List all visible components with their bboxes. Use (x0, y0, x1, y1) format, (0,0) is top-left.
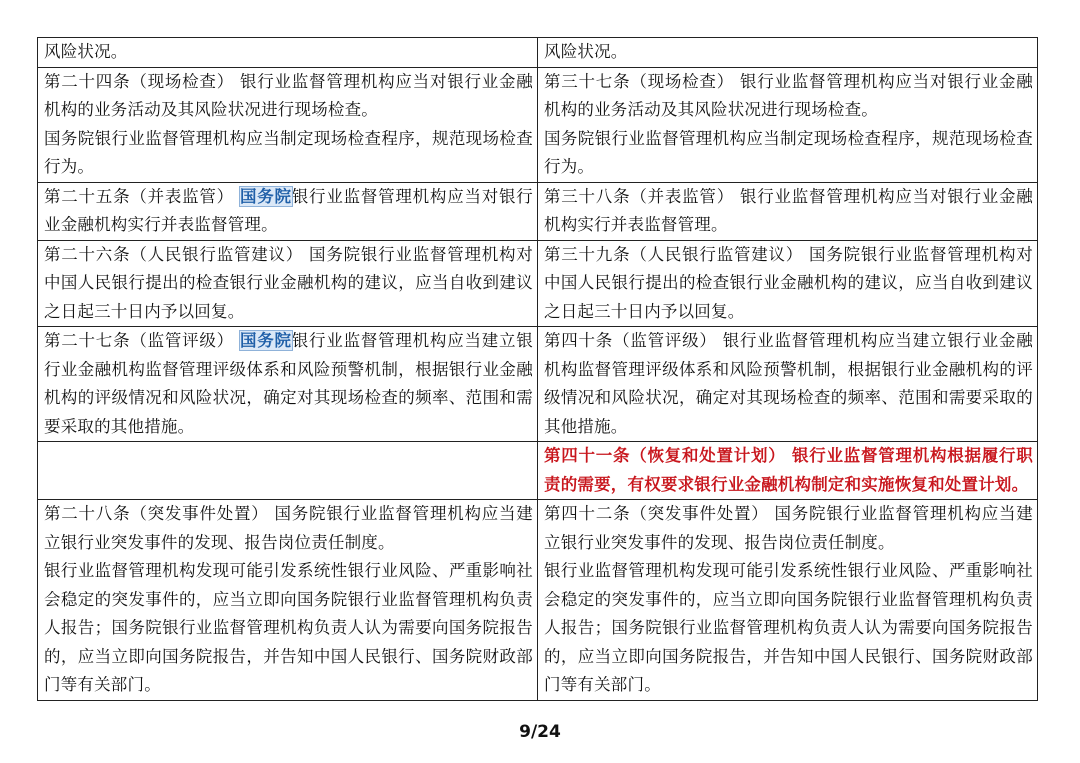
new-text-cell (538, 67, 1038, 182)
paragraph: 第二十四条（现场检查） 银行业监督管理机构应当对银行业金融机构的业务活动及其风险状况进行现场检查。 (44, 71, 533, 119)
paragraph: 第四十二条（突发事件处置） 国务院银行业监督管理机构应当建立银行业突发事件的发现、报告岗位责任制度。 (544, 504, 1033, 552)
paragraph: 国务院银行业监督管理机构应当制定现场检查程序，规范现场检查行为。 (44, 128, 533, 176)
new-text-cell (538, 500, 1038, 701)
table-row (38, 38, 1038, 68)
paragraph: 银行业监督管理机构发现可能引发系统性银行业风险、严重影响社会稳定的突发事件的，应当立即向国务院银行业监督管理机构负责人报告；国务院银行业监督管理机构负责人认为需要向国务院报告的，应当立即向国务院报告，并告知中国人民银行、国务院财政部门等有关部门。 (544, 561, 1033, 694)
table-row (38, 182, 1038, 240)
paragraph: 第四十条（监管评级） 银行业监督管理机构应当建立银行业金融机构监督管理评级体系和风险预警机制，根据银行业金融机构的评级情况和风险状况，确定对其现场检查的频率、范围和需要采取的其他措施。 (544, 331, 1033, 436)
table-row (38, 240, 1038, 327)
text-run: 银行业监督管理机构应当对银行业金融机构实行并表监督管理。 (44, 186, 533, 234)
paragraph: 第三十九条（人民银行监管建议） 国务院银行业监督管理机构对中国人民银行提出的检查银行业金融机构的建议，应当自收到建议之日起三十日内予以回复。 (544, 244, 1033, 321)
old-text-cell (38, 182, 538, 240)
table-row (38, 500, 1038, 701)
new-text-cell (538, 38, 1038, 68)
table-row (38, 327, 1038, 442)
old-text-cell (38, 38, 538, 68)
page-number: 9/24 (519, 722, 561, 742)
paragraph: 第三十八条（并表监管） 银行业监督管理机构应当对银行业金融机构实行并表监督管理。 (544, 186, 1033, 234)
table-row (38, 67, 1038, 182)
paragraph: 银行业监督管理机构发现可能引发系统性银行业风险、严重影响社会稳定的突发事件的，应当立即向国务院银行业监督管理机构负责人报告；国务院银行业监督管理机构负责人认为需要向国务院报告的，应当立即向国务院报告，并告知中国人民银行、国务院财政部门等有关部门。 (44, 561, 533, 694)
highlighted-term: 国务院 (239, 331, 292, 350)
old-text-cell (38, 240, 538, 327)
paragraph: 第二十八条（突发事件处置） 国务院银行业监督管理机构应当建立银行业突发事件的发现、报告岗位责任制度。 (44, 504, 533, 552)
paragraph (44, 327, 533, 441)
paragraph: 风险状况。 (544, 42, 628, 61)
new-article-text: 第四十一条（恢复和处置计划） 银行业监督管理机构根据履行职责的需要，有权要求银行业金融机构制定和实施恢复和处置计划。 (544, 446, 1033, 494)
table-row (38, 442, 1038, 500)
paragraph: 风险状况。 (44, 42, 128, 61)
paragraph: 国务院银行业监督管理机构应当制定现场检查程序，规范现场检查行为。 (544, 128, 1033, 176)
text-run: 银行业监督管理机构应当建立银行业金融机构监督管理评级体系和风险预警机制，根据银行业金融机构的评级情况和风险状况，确定对其现场检查的频率、范围和需要采取的其他措施。 (44, 331, 533, 436)
old-text-cell (38, 500, 538, 701)
new-text-cell (538, 327, 1038, 442)
paragraph (44, 183, 533, 240)
text-run: 第二十五条（并表监管） (44, 186, 240, 206)
new-text-cell (538, 442, 1038, 500)
paragraph: 第三十七条（现场检查） 银行业监督管理机构应当对银行业金融机构的业务活动及其风险状况进行现场检查。 (544, 71, 1033, 119)
new-text-cell (538, 240, 1038, 327)
paragraph: 第二十六条（人民银行监管建议） 国务院银行业监督管理机构对中国人民银行提出的检查银行业金融机构的建议，应当自收到建议之日起三十日内予以回复。 (44, 244, 533, 321)
new-text-cell (538, 182, 1038, 240)
old-text-cell (38, 327, 538, 442)
highlighted-term: 国务院 (239, 186, 292, 206)
comparison-table (37, 37, 1038, 701)
text-run: 第二十七条（监管评级） (44, 331, 240, 350)
old-text-cell-empty (38, 442, 538, 500)
old-text-cell (38, 67, 538, 182)
